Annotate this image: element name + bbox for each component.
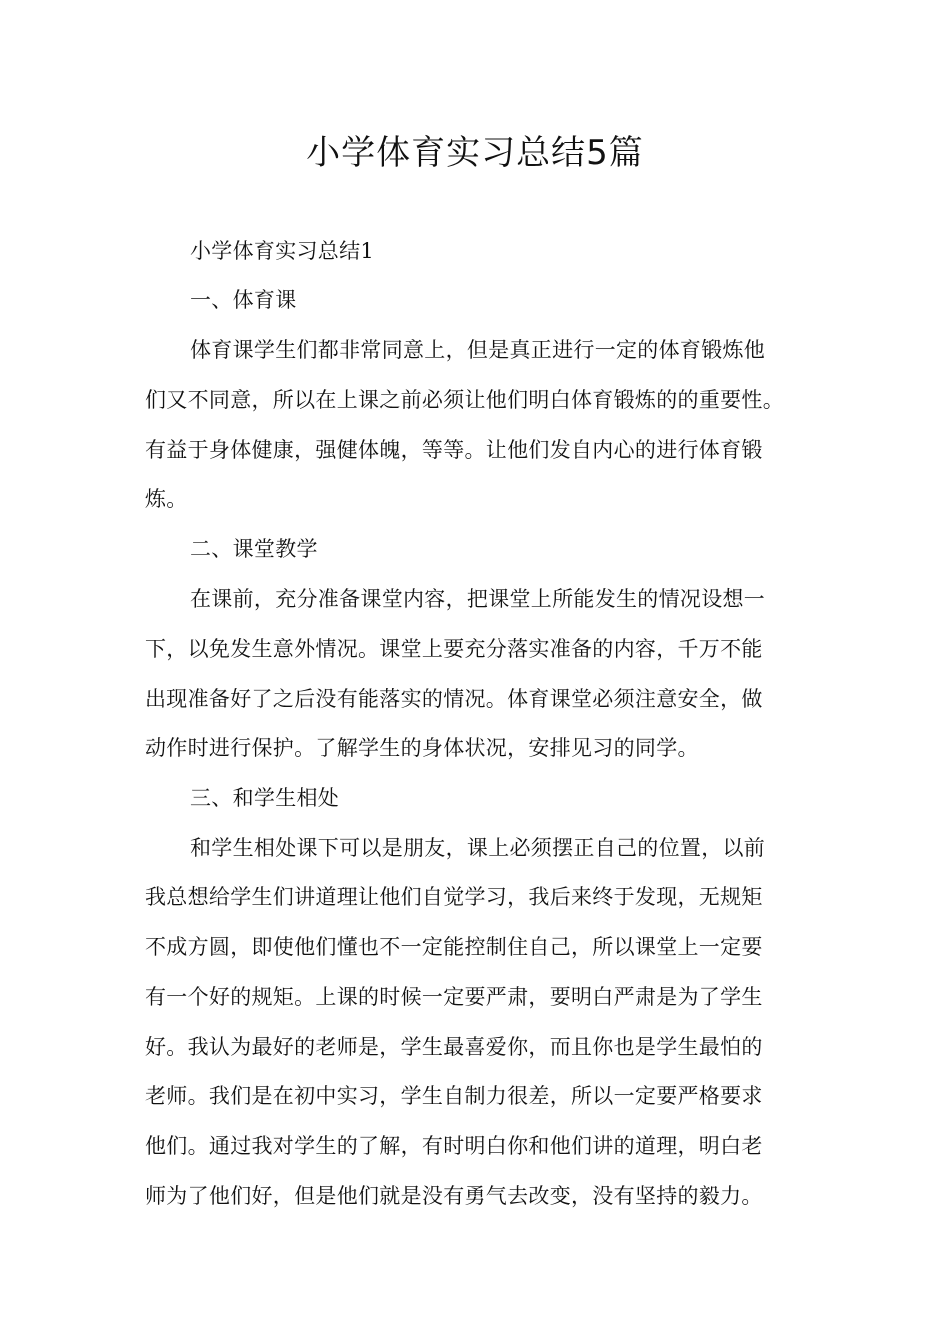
sub-heading: 一、体育课 bbox=[190, 288, 297, 312]
paragraph-line: 和学生相处课下可以是朋友，课上必须摆正自己的位置，以前 bbox=[190, 836, 766, 860]
document-title: 小学体育实习总结5篇 bbox=[306, 133, 644, 173]
paragraph-line: 体育课学生们都非常同意上，但是真正进行一定的体育锻炼他 bbox=[190, 338, 766, 362]
paragraph-line: 出现准备好了之后没有能落实的情况。体育课堂必须注意安全，做 bbox=[145, 687, 763, 711]
sub-heading: 二、课堂教学 bbox=[190, 537, 318, 561]
paragraph-line: 我总想给学生们讲道理让他们自觉学习，我后来终于发现，无规矩 bbox=[145, 885, 763, 909]
sub-heading: 三、和学生相处 bbox=[190, 786, 340, 810]
paragraph-line: 他们。通过我对学生的了解，有时明白你和他们讲的道理，明白老 bbox=[145, 1134, 763, 1158]
section-heading: 小学体育实习总结1 bbox=[190, 239, 375, 263]
paragraph-line: 炼。 bbox=[145, 487, 188, 511]
paragraph-line: 老师。我们是在初中实习，学生自制力很差，所以一定要严格要求 bbox=[145, 1084, 763, 1108]
paragraph-line: 好。我认为最好的老师是，学生最喜爱你，而且你也是学生最怕的 bbox=[145, 1035, 763, 1059]
paragraph-line: 在课前，充分准备课堂内容，把课堂上所能发生的情况设想一 bbox=[190, 587, 766, 611]
paragraph-line: 有一个好的规矩。上课的时候一定要严肃，要明白严肃是为了学生 bbox=[145, 985, 763, 1009]
paragraph-line: 有益于身体健康，强健体魄，等等。让他们发自内心的进行体育锻 bbox=[145, 438, 763, 462]
paragraph-line: 师为了他们好，但是他们就是没有勇气去改变，没有坚持的毅力。 bbox=[145, 1184, 763, 1208]
paragraph-line: 动作时进行保护。了解学生的身体状况，安排见习的同学。 bbox=[145, 736, 699, 760]
paragraph-line: 不成方圆，即使他们懂也不一定能控制住自己，所以课堂上一定要 bbox=[145, 935, 763, 959]
paragraph-line: 下，以免发生意外情况。课堂上要充分落实准备的内容，千万不能 bbox=[145, 637, 763, 661]
paragraph-line: 们又不同意，所以在上课之前必须让他们明白体育锻炼的的重要性。 bbox=[145, 388, 784, 412]
